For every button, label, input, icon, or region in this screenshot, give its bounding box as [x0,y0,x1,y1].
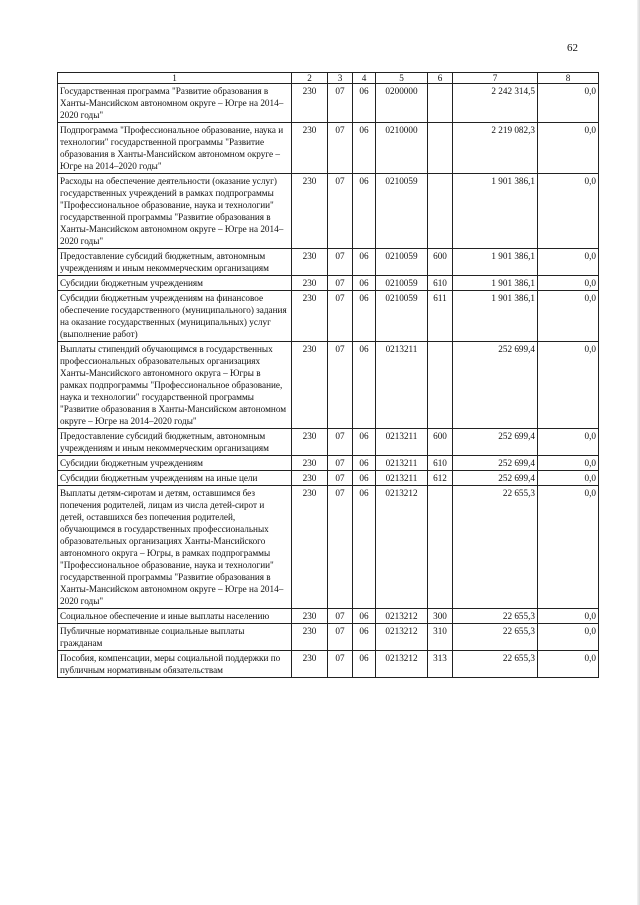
amount-cell: 22 655,3 [453,486,538,609]
amount-cell: 0,0 [538,471,599,486]
column-header: 1 [58,73,292,84]
section-code-cell: 07 [328,651,353,678]
item-name-cell: Публичные нормативные социальные выплаты гражданам [58,624,292,651]
item-name-cell: Субсидии бюджетным учреждениям на иные цели [58,471,292,486]
item-name-cell: Пособия, компенсации, меры социальной поддержки по публичным нормативным обязательствам [58,651,292,678]
item-name-cell: Социальное обеспечение и иные выплаты населению [58,609,292,624]
table-row [58,624,599,651]
table-row [58,429,599,456]
table-row [58,123,599,174]
ministry-code-cell: 230 [292,609,328,624]
target-article-cell: 0210059 [376,249,428,276]
table-row [58,471,599,486]
subsection-code-cell: 06 [353,429,376,456]
target-article-cell: 0213211 [376,342,428,429]
column-header: 5 [376,73,428,84]
ministry-code-cell: 230 [292,249,328,276]
subsection-code-cell: 06 [353,84,376,123]
amount-cell: 0,0 [538,84,599,123]
section-code-cell: 07 [328,429,353,456]
table-header-row [58,73,599,84]
amount-cell: 22 655,3 [453,609,538,624]
item-name-cell: Предоставление субсидий бюджетным, автономным учреждениям и иным некоммерческим организациям [58,249,292,276]
ministry-code-cell: 230 [292,471,328,486]
table-row [58,486,599,609]
amount-cell: 0,0 [538,342,599,429]
ministry-code-cell: 230 [292,486,328,609]
expense-type-cell: 612 [428,471,453,486]
subsection-code-cell: 06 [353,651,376,678]
column-header: 7 [453,73,538,84]
table-row [58,456,599,471]
column-header: 4 [353,73,376,84]
table-row [58,609,599,624]
target-article-cell: 0210059 [376,174,428,249]
subsection-code-cell: 06 [353,486,376,609]
column-header: 3 [328,73,353,84]
section-code-cell: 07 [328,486,353,609]
target-article-cell: 0213212 [376,486,428,609]
subsection-code-cell: 06 [353,456,376,471]
subsection-code-cell: 06 [353,276,376,291]
ministry-code-cell: 230 [292,276,328,291]
amount-cell: 252 699,4 [453,429,538,456]
item-name-cell: Подпрограмма "Профессиональное образование, наука и технологии" государственной программы "Развитие образования в Ханты-Мансийском автономном округе – Югре на 2014–2020 годы" [58,123,292,174]
amount-cell: 252 699,4 [453,456,538,471]
target-article-cell: 0210000 [376,123,428,174]
item-name-cell: Предоставление субсидий бюджетным, автономным учреждениям и иным некоммерческим организациям [58,429,292,456]
item-name-cell: Субсидии бюджетным учреждениям [58,276,292,291]
ministry-code-cell: 230 [292,84,328,123]
item-name-cell: Выплаты стипендий обучающимся в государственных профессиональных образовательных организациях Ханты-Мансийского автономного округа – Югры в рамках подпрограммы "Профессиональное образование, наука и технологии" государственной программы "Развитие образования в Ханты-Мансийском автономном округе – Югре на 2014–2020 годы" [58,342,292,429]
expense-type-cell [428,174,453,249]
ministry-code-cell: 230 [292,291,328,342]
target-article-cell: 0213211 [376,471,428,486]
expense-type-cell: 600 [428,429,453,456]
amount-cell: 0,0 [538,174,599,249]
amount-cell: 0,0 [538,486,599,609]
ministry-code-cell: 230 [292,429,328,456]
expense-type-cell: 300 [428,609,453,624]
column-header: 6 [428,73,453,84]
amount-cell: 0,0 [538,456,599,471]
subsection-code-cell: 06 [353,609,376,624]
section-code-cell: 07 [328,123,353,174]
expense-type-cell [428,342,453,429]
amount-cell: 0,0 [538,123,599,174]
expense-type-cell: 611 [428,291,453,342]
amount-cell: 2 219 082,3 [453,123,538,174]
expense-type-cell [428,123,453,174]
table-row [58,276,599,291]
subsection-code-cell: 06 [353,291,376,342]
amount-cell: 1 901 386,1 [453,291,538,342]
section-code-cell: 07 [328,624,353,651]
amount-cell: 252 699,4 [453,471,538,486]
ministry-code-cell: 230 [292,624,328,651]
expense-type-cell: 600 [428,249,453,276]
table-row [58,651,599,678]
amount-cell: 0,0 [538,429,599,456]
amount-cell: 2 242 314,5 [453,84,538,123]
section-code-cell: 07 [328,609,353,624]
amount-cell: 22 655,3 [453,624,538,651]
amount-cell: 0,0 [538,249,599,276]
amount-cell: 1 901 386,1 [453,276,538,291]
amount-cell: 0,0 [538,609,599,624]
page-number: 62 [567,42,578,54]
item-name-cell: Расходы на обеспечение деятельности (оказание услуг) государственных учреждений в рамках подпрограммы "Профессиональное образование, наука и технологии" государственной программы "Развитие образования в Ханты-Мансийском автономном округе – Югре на 2014–2020 годы" [58,174,292,249]
ministry-code-cell: 230 [292,174,328,249]
item-name-cell: Субсидии бюджетным учреждениям [58,456,292,471]
target-article-cell: 0213212 [376,609,428,624]
amount-cell: 1 901 386,1 [453,174,538,249]
expense-type-cell: 310 [428,624,453,651]
amount-cell: 0,0 [538,276,599,291]
expense-type-cell: 313 [428,651,453,678]
table-row [58,174,599,249]
subsection-code-cell: 06 [353,123,376,174]
item-name-cell: Субсидии бюджетным учреждениям на финансовое обеспечение государственного (муниципального) задания на оказание государственных (муниципальных) услуг (выполнение работ) [58,291,292,342]
ministry-code-cell: 230 [292,342,328,429]
item-name-cell: Государственная программа "Развитие образования в Ханты-Мансийском автономном округе – Югре на 2014–2020 годы" [58,84,292,123]
expense-type-cell [428,84,453,123]
section-code-cell: 07 [328,342,353,429]
table-body [58,84,599,678]
table-row [58,84,599,123]
section-code-cell: 07 [328,84,353,123]
section-code-cell: 07 [328,456,353,471]
table-row [58,249,599,276]
amount-cell: 0,0 [538,624,599,651]
amount-cell: 0,0 [538,291,599,342]
subsection-code-cell: 06 [353,342,376,429]
target-article-cell: 0213212 [376,651,428,678]
section-code-cell: 07 [328,249,353,276]
section-code-cell: 07 [328,174,353,249]
expense-type-cell [428,486,453,609]
target-article-cell: 0213211 [376,429,428,456]
expense-type-cell: 610 [428,456,453,471]
ministry-code-cell: 230 [292,651,328,678]
table-row [58,291,599,342]
ministry-code-cell: 230 [292,123,328,174]
expense-type-cell: 610 [428,276,453,291]
target-article-cell: 0210059 [376,276,428,291]
item-name-cell: Выплаты детям-сиротам и детям, оставшимся без попечения родителей, лицам из числа детей-сирот и детей, оставшихся без попечения родителей, обучающимся в государственных профессиональных образовательных организациях Ханты-Мансийского автономного округа – Югры, в рамках подпрограммы "Профессиональное образование, наука и технологии" государственной программы "Развитие образования в Ханты-Мансийском автономном округе – Югре на 2014–2020 годы" [58,486,292,609]
target-article-cell: 0213212 [376,624,428,651]
section-code-cell: 07 [328,471,353,486]
section-code-cell: 07 [328,291,353,342]
ministry-code-cell: 230 [292,456,328,471]
subsection-code-cell: 06 [353,174,376,249]
subsection-code-cell: 06 [353,471,376,486]
target-article-cell: 0213211 [376,456,428,471]
target-article-cell: 0210059 [376,291,428,342]
column-header: 8 [538,73,599,84]
column-header: 2 [292,73,328,84]
target-article-cell: 0200000 [376,84,428,123]
amount-cell: 252 699,4 [453,342,538,429]
subsection-code-cell: 06 [353,249,376,276]
amount-cell: 1 901 386,1 [453,249,538,276]
amount-cell: 22 655,3 [453,651,538,678]
table-row [58,342,599,429]
amount-cell: 0,0 [538,651,599,678]
budget-table [57,72,599,678]
subsection-code-cell: 06 [353,624,376,651]
section-code-cell: 07 [328,276,353,291]
